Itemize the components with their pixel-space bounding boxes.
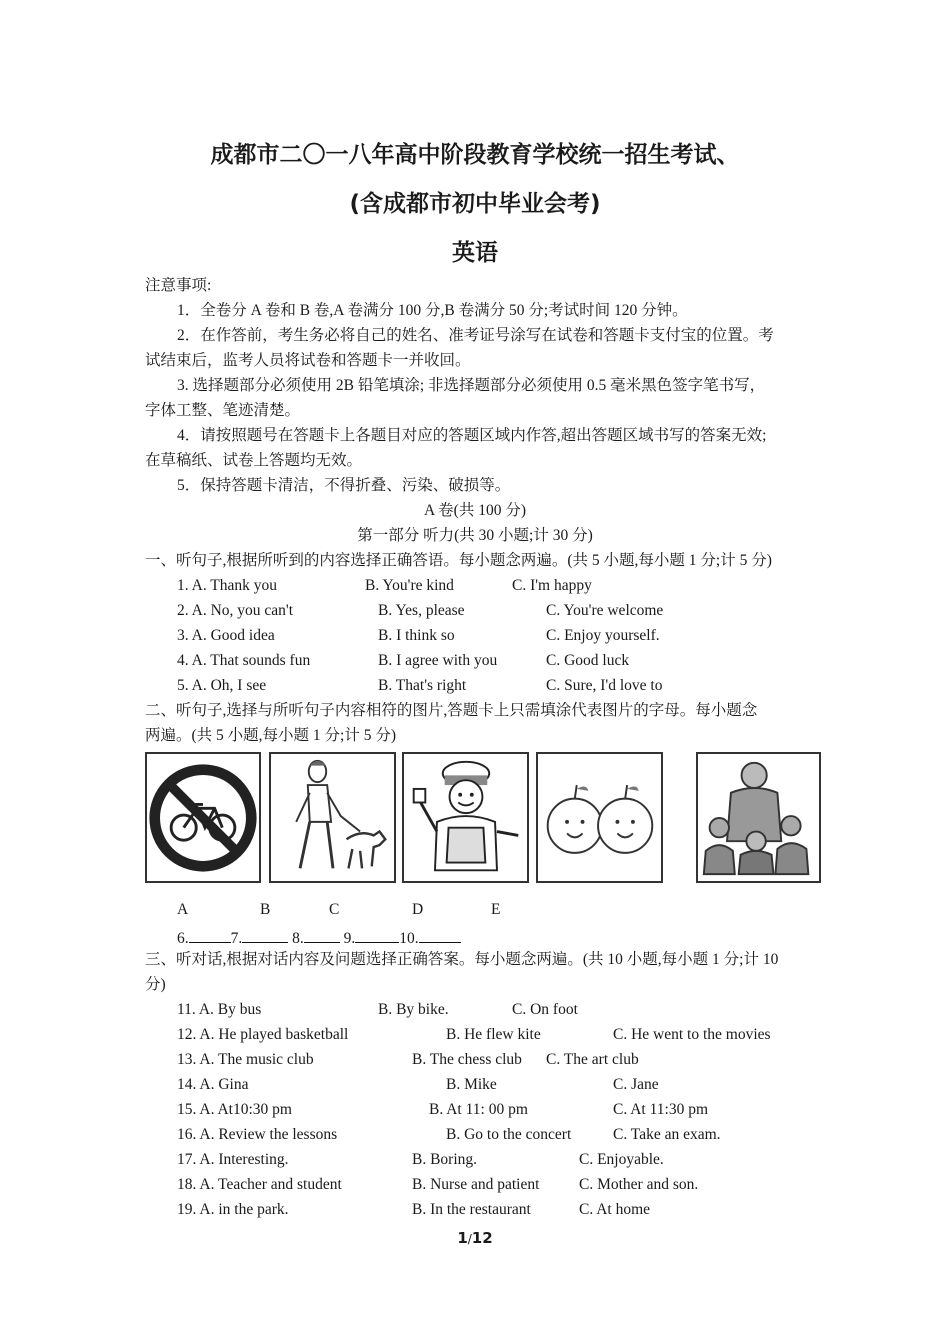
man-walking-dog-icon <box>271 754 394 881</box>
option-b: B. The chess club <box>412 1051 522 1068</box>
option-c: C. On foot <box>512 1001 578 1018</box>
picture-letter-e: E <box>491 901 501 918</box>
option-a: 17. A. Interesting. <box>177 1151 289 1168</box>
note-3a: 3. 选择题部分必须使用 2B 铅笔填涂; 非选择题部分必须使用 0.5 毫米黑色签字笔书写， <box>177 377 766 394</box>
blank-label: 9. <box>343 930 356 947</box>
option-c: C. I'm happy <box>512 577 592 594</box>
picture-letter-b: B <box>260 901 271 918</box>
option-a: 18. A. Teacher and student <box>177 1176 342 1193</box>
note-4a: 4．请按照题号在答题卡上各题目对应的答题区域内作答,超出答题区域书写的答案无效; <box>177 427 767 444</box>
option-c: C. He went to the movies <box>613 1026 771 1043</box>
notes-heading: 注意事项: <box>145 277 212 294</box>
picture-e <box>696 752 821 883</box>
answer-blank[interactable] <box>304 926 340 943</box>
option-c: C. Good luck <box>546 652 630 669</box>
page-total: 12 <box>471 1229 493 1247</box>
option-a: 1. A. Thank you <box>177 577 278 594</box>
note-4b: 在草稿纸、试卷上答题均无效。 <box>145 452 363 469</box>
section1-heading: 一、听句子,根据所听到的内容选择正确答语。每小题念两遍。(共 5 小题,每小题 1 分;计 5 分) <box>145 552 772 569</box>
option-a: 13. A. The music club <box>177 1051 314 1068</box>
picture-letter-c: C <box>329 901 340 918</box>
answer-blanks-row <box>177 926 847 949</box>
section2-heading-a: 二、听句子,选择与所听句子内容相符的图片,答题卡上只需填涂代表图片的字母。每小题念 <box>145 702 758 719</box>
answer-blank[interactable] <box>242 926 288 943</box>
section2-heading-b: 两遍。(共 5 小题,每小题 1 分;计 5 分) <box>145 727 397 744</box>
note-2b: 试结束后，监考人员将试卷和答题卡一并收回。 <box>145 352 471 369</box>
no-bicycle-sign-icon <box>147 754 259 881</box>
people-group-icon <box>698 754 819 881</box>
picture-strip <box>145 752 821 885</box>
option-a: 4. A. That sounds fun <box>177 652 311 669</box>
option-c: C. Sure, I'd love to <box>546 677 663 694</box>
note-5: 5．保持答题卡清洁，不得折叠、污染、破损等。 <box>177 477 511 494</box>
picture-b <box>269 752 396 883</box>
page-current: 1 <box>457 1229 468 1247</box>
picture-letter-a: A <box>177 901 189 918</box>
option-a: 15. A. At10:30 pm <box>177 1101 292 1118</box>
answer-blank[interactable] <box>419 926 461 943</box>
option-b: B. Yes, please <box>378 602 465 619</box>
option-c: C. Take an exam. <box>613 1126 721 1143</box>
blank-label: 10. <box>399 930 419 947</box>
option-b: B. Mike <box>446 1076 497 1093</box>
answer-blank[interactable] <box>355 926 399 943</box>
section3-heading-b: 分) <box>145 976 166 993</box>
option-b: B. I think so <box>378 627 455 644</box>
blank-label: 6. <box>177 930 189 947</box>
note-2a: 2．在作答前，考生务必将自己的姓名、准考证号涂写在试卷和答题卡支付宝的位置。考 <box>177 327 774 344</box>
option-b: B. Go to the concert <box>446 1126 572 1143</box>
exam-subtitle: (含成都市初中毕业会考) <box>349 191 601 217</box>
option-c: C. Mother and son. <box>579 1176 699 1193</box>
option-b: B. He flew kite <box>446 1026 541 1043</box>
picture-c <box>402 752 529 883</box>
option-b: B. Boring. <box>412 1151 478 1168</box>
subject-title: 英语 <box>452 240 498 266</box>
note-3b: 字体工整、笔迹清楚。 <box>145 402 301 419</box>
option-b: B. In the restaurant <box>412 1201 531 1218</box>
picture-letter-d: D <box>412 901 424 918</box>
page-number <box>0 1229 950 1247</box>
option-b: B. By bike. <box>378 1001 449 1018</box>
option-c: C. At home <box>579 1201 651 1218</box>
option-b: B. Nurse and patient <box>412 1176 540 1193</box>
picture-a <box>145 752 261 883</box>
option-a: 2. A. No, you can't <box>177 602 294 619</box>
option-c: C. The art club <box>546 1051 639 1068</box>
option-b: B. You're kind <box>365 577 454 594</box>
option-b: B. At 11: 00 pm <box>429 1101 528 1118</box>
answer-blank[interactable] <box>189 926 231 943</box>
option-a: 14. A. Gina <box>177 1076 249 1093</box>
option-c: C. Jane <box>613 1076 659 1093</box>
option-c: C. At 11:30 pm <box>613 1101 709 1118</box>
blank-label: 7. <box>230 930 243 947</box>
option-a: 19. A. in the park. <box>177 1201 289 1218</box>
option-a: 3. A. Good idea <box>177 627 275 644</box>
option-a: 16. A. Review the lessons <box>177 1126 338 1143</box>
exam-title: 成都市二〇一八年高中阶段教育学校统一招生考试、 <box>210 142 740 168</box>
option-b: B. I agree with you <box>378 652 498 669</box>
option-a: 12. A. He played basketball <box>177 1026 349 1043</box>
apples-icon <box>538 754 661 881</box>
option-c: C. Enjoyable. <box>579 1151 664 1168</box>
section3-heading-a: 三、听对话,根据对话内容及问题选择正确答案。每小题念两遍。(共 10 小题,每小题 1 分;计 10 <box>145 951 779 968</box>
note-1: 1．全卷分 A 卷和 B 卷,A 卷满分 100 分,B 卷满分 50 分;考试时间 120 分钟。 <box>177 302 688 319</box>
option-b: B. That's right <box>378 677 467 694</box>
cook-icon <box>404 754 527 881</box>
page-separator: / <box>467 1232 472 1246</box>
option-c: C. You're welcome <box>546 602 664 619</box>
picture-d <box>536 752 663 883</box>
blank-label: 8. <box>292 930 304 947</box>
paper-a-heading: A 卷(共 100 分) <box>423 502 527 519</box>
option-a: 11. A. By bus <box>177 1001 262 1018</box>
option-c: C. Enjoy yourself. <box>546 627 660 644</box>
part1-heading: 第一部分 听力(共 30 小题;计 30 分) <box>357 527 593 544</box>
option-a: 5. A. Oh, I see <box>177 677 267 694</box>
